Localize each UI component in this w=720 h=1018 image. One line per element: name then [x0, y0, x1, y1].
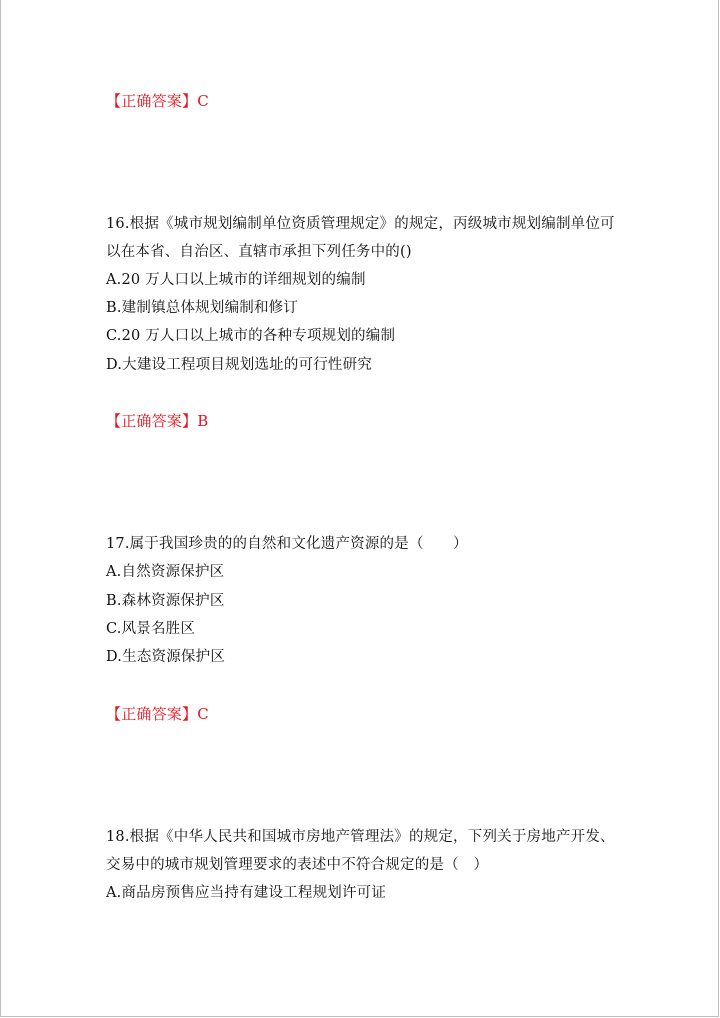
question-16-option-c: C.20 万人口以上城市的各种专项规划的编制	[106, 328, 396, 344]
answer-16: 【正确答案】B	[106, 412, 209, 430]
question-18-option-a: A.商品房预售应当持有建设工程规划许可证	[106, 885, 387, 901]
question-17-option-a: A.自然资源保护区	[106, 564, 225, 580]
answer-17: 【正确答案】C	[106, 705, 209, 723]
question-16-line-2: 以在本省、自治区、直辖市承担下列任务中的()	[106, 244, 412, 260]
question-16-line-1: 16.根据《城市规划编制单位资质管理规定》的规定，丙级城市规划编制单位可	[106, 216, 615, 232]
question-18-line-1: 18.根据《中华人民共和国城市房地产管理法》的规定，下列关于房地产开发、	[106, 829, 615, 845]
question-17-option-b: B.森林资源保护区	[106, 593, 225, 609]
question-17-option-c: C.风景名胜区	[106, 621, 196, 637]
question-16-option-a: A.20 万人口以上城市的详细规划的编制	[106, 272, 366, 288]
question-17-line-1: 17.属于我国珍贵的的自然和文化遗产资源的是（ ）	[106, 536, 468, 552]
question-18-line-2: 交易中的城市规划管理要求的表述中不符合规定的是（ ）	[106, 857, 489, 873]
question-17-option-d: D.生态资源保护区	[106, 649, 226, 665]
question-16-option-b: B.建制镇总体规划编制和修订	[106, 300, 299, 316]
answer-15: 【正确答案】C	[106, 92, 209, 110]
question-16-option-d: D.大建设工程项目规划选址的可行性研究	[106, 357, 373, 373]
